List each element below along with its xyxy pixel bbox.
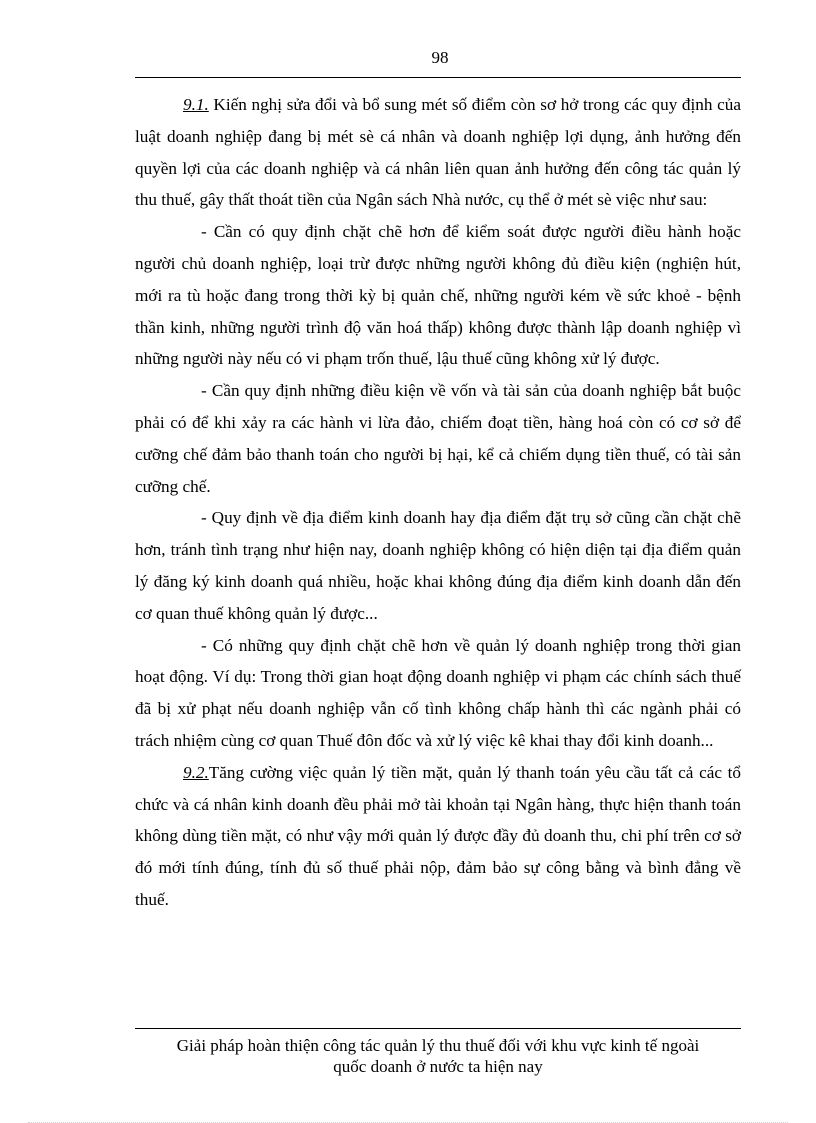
section-text-9-1: Kiến nghị sửa đổi và bổ sung mét số điểm còn sơ hở trong các quy định của luật doanh nghiệp đang bị mét sè cá nhân và doanh nghiệp lợi dụng, ảnh hưởng đến quyền lợi của các doanh nghiệp và cá nhân liên quan ảnh hưởng đến công tác quản lý thu thuế, gây thất thoát tiền của Ngân sách Nhà nước, cụ thể ở mét sè việc như sau:: [135, 95, 741, 210]
page-number: 98: [431, 48, 449, 67]
section-text-9-2: Tăng cường việc quản lý tiền mặt, quản lý thanh toán yêu cầu tất cả các tổ chức và cá nhân kinh doanh đều phải mở tài khoản tại Ngân hàng, thực hiện thanh toán không dùng tiền mặt, có như vậy mới quản lý được đầy đủ doanh thu, chi phí trên cơ sở đó mới tính đúng, tính đủ số thuế phải nộp, đảm bảo sự công bằng và bình đẳng về thuế.: [135, 762, 741, 909]
paragraph-section-9-2: [135, 757, 741, 916]
section-number-9-2: 9.2.: [183, 762, 209, 782]
document-body: [135, 89, 741, 916]
section-number-9-1: 9.1.: [183, 95, 209, 114]
footer-line-2: quốc doanh ở nước ta hiện nay: [333, 1057, 543, 1076]
paragraph-section-9-1: [135, 89, 741, 216]
bullet-paragraph-4: - Có những quy định chặt chẽ hơn về quản lý doanh nghiệp trong thời gian hoạt động. Ví dụ: Trong thời gian hoạt động doanh nghiệp vi phạm các chính sách thuế đã bị xử phạt nếu doanh nghiệp vẫn cố tình không chấp hành thì các ngành phải có trách nhiệm cùng cơ quan Thuế đôn đốc và xử lý việc kê khai thay đổi kinh doanh...: [135, 635, 741, 750]
bullet-paragraph-2: - Cần quy định những điều kiện về vốn và tài sản của doanh nghiệp bắt buộc phải có để khi xảy ra các hành vi lừa đảo, chiếm đoạt tiền, hàng hoá còn có cơ sở để cưỡng chế đảm bảo thanh toán cho người bị hại, kể cả chiếm dụng tiền thuế, có tài sản cưỡng chế.: [135, 381, 741, 496]
bullet-paragraph-1: - Cần có quy định chặt chẽ hơn để kiểm soát được người điều hành hoặc người chủ doanh nghiệp, loại trừ được những người không đủ điều kiện (nghiện hút, mới ra tù hoặc đang trong thời kỳ bị quản chế, những người kém về sức khoẻ - bệnh thần kinh, những người trình độ văn hoá thấp) không được thành lập doanh nghiệp vì những người này nếu có vi phạm trốn thuế, lậu thuế cũng không xử lý được.: [135, 222, 741, 369]
bullet-paragraph-3: - Quy định về địa điểm kinh doanh hay địa điểm đặt trụ sở cũng cần chặt chẽ hơn, tránh tình trạng như hiện nay, doanh nghiệp không có hiện diện tại địa điểm quản lý đăng ký kinh doanh quá nhiều, hoặc khai không đúng địa điểm kinh doanh dẫn đến cơ quan thuế không quản lý được...: [135, 508, 741, 623]
footer-line-1: Giải pháp hoàn thiện công tác quản lý thu thuế đối với khu vực kinh tế ngoài: [176, 1036, 700, 1055]
header-divider: [135, 77, 741, 78]
footer: [135, 1035, 741, 1077]
footer-divider: [135, 1028, 741, 1029]
